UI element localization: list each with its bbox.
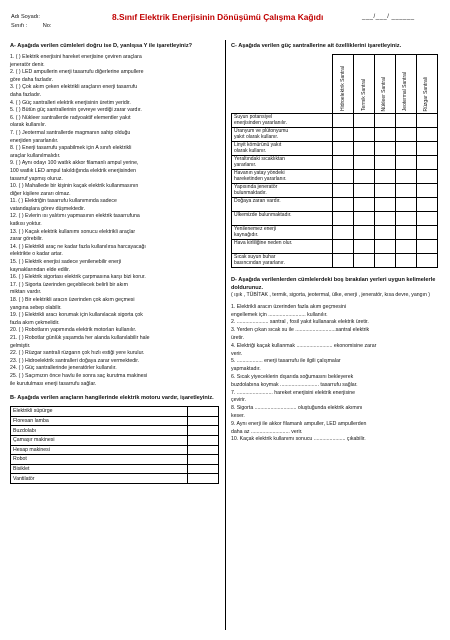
section-a-line: 19. ( ) Elektrikli aracı korumak için kullanılacak sigorta çok	[10, 312, 143, 319]
section-a-line: 6. ( ) Nükleer santrallerde radyoaktif elementler yakıt	[10, 114, 131, 121]
section-a-line: 4. ( ) Güç santralleri elektrik enerjisinin üretim yeridir.	[10, 99, 131, 106]
device-name: Elektrikli süpürge	[11, 407, 188, 417]
answer-cell[interactable]	[354, 170, 375, 184]
section-a-line: 8. ( ) Enerji tasarrufu yapabilmek için A sınıfı elektrikli	[10, 145, 132, 152]
answer-cell[interactable]	[417, 198, 438, 212]
section-d-line: 3. Yerden çıkan sıcak su ile ............................santral elektrik	[231, 327, 370, 334]
answer-cell[interactable]	[354, 212, 375, 226]
section-a-line: 11. ( ) Elektriğin tasarrufu kullanımında sadece	[10, 198, 117, 205]
section-a-line: yangına sebep olabilir.	[10, 304, 62, 311]
feature-line: Havanın yatay yöndeki	[234, 170, 285, 176]
answer-cell[interactable]	[375, 156, 396, 170]
section-a-line: 3. ( ) Çok akım çeken elektrikli araçların enerji tasarrufu	[10, 84, 138, 91]
section-d-line: 5. .................. enerji tasarrufu ile ilgili çalışmalar	[231, 358, 341, 365]
section-b-row	[11, 455, 219, 465]
device-name: Vantilatör	[11, 474, 188, 484]
answer-box[interactable]	[188, 426, 219, 436]
plant-feature	[232, 254, 333, 268]
section-a-line: 9. ( ) Aynı odayı 100 watlık akkor filamanlı ampul yerine,	[10, 160, 139, 167]
section-d-line: 7. ......................... hareket enerjisini elektrik enerjisine	[231, 389, 355, 396]
feature-line: Yenilenemez enerji	[234, 226, 277, 232]
answer-cell[interactable]	[417, 128, 438, 142]
section-a-line: olarak kullanılır.	[10, 122, 47, 129]
section-a-line: katkısı yoktur.	[10, 221, 42, 228]
section-a-line: vatandaşlara görev düşmektedir.	[10, 205, 85, 212]
feature-line: enerjisinden yararlanılır.	[234, 120, 288, 127]
name-label: Adı Soyadı:	[11, 14, 40, 20]
section-a-line: göre daha fazladır.	[10, 76, 53, 83]
plant-name: Hidroelektrik Santral	[339, 65, 346, 111]
section-c-row	[232, 114, 438, 128]
section-d-line: buzdolabına koymak ........................... tasarrufu sağlar.	[231, 381, 358, 388]
answer-cell[interactable]	[333, 240, 354, 254]
feature-line: Linyit kömürünü yakıt	[234, 142, 282, 148]
feature-line: hareketinden yararlanır.	[234, 176, 287, 183]
answer-cell[interactable]	[375, 128, 396, 142]
plant-name: Termik Santral	[360, 79, 367, 111]
section-b-row	[11, 426, 219, 436]
section-c-row	[232, 128, 438, 142]
plant-feature	[232, 212, 333, 226]
section-a-line: 13. ( ) Kaçak elektrik kullanımı sonucu elektrikli araçlar	[10, 228, 136, 235]
class-label: Sınıfı :	[11, 23, 28, 29]
section-d-line: 6. Sıcak yiyeceklerin dışarıda soğumasını bekleyerek	[231, 373, 354, 380]
answer-cell[interactable]	[375, 254, 396, 268]
answer-cell[interactable]	[333, 226, 354, 240]
answer-cell[interactable]	[396, 240, 417, 254]
feature-line: Hava kirliliğine neden olur.	[234, 240, 293, 246]
section-b-row	[11, 474, 219, 484]
section-a-line: 22. ( ) Rüzgar santrali rüzgarın çok hızlı estiği yere kurulur.	[10, 350, 145, 357]
answer-cell[interactable]	[375, 240, 396, 254]
answer-cell[interactable]	[333, 170, 354, 184]
section-b-row	[11, 445, 219, 455]
column-divider	[225, 40, 226, 630]
answer-cell[interactable]	[417, 114, 438, 128]
answer-cell[interactable]	[354, 114, 375, 128]
section-b-row	[11, 416, 219, 426]
answer-box[interactable]	[188, 435, 219, 445]
plant-column-header	[396, 55, 417, 114]
device-name: Buzdolabı	[11, 426, 188, 436]
section-a-line: fazla akım çekmelidir.	[10, 319, 60, 326]
answer-box[interactable]	[188, 474, 219, 484]
answer-cell[interactable]	[354, 240, 375, 254]
plant-feature	[232, 128, 333, 142]
plant-name: Nükleer Santral	[381, 76, 388, 111]
section-a-line: diğer kişilere zararı olmaz.	[10, 190, 71, 197]
section-c-row	[232, 198, 438, 212]
section-a-line: kaynaklarından elde edilir.	[10, 266, 70, 273]
answer-cell[interactable]	[375, 114, 396, 128]
section-b-row	[11, 407, 219, 417]
answer-cell[interactable]	[396, 114, 417, 128]
answer-cell[interactable]	[417, 212, 438, 226]
section-c-row	[232, 212, 438, 226]
section-a-line: 24. ( ) Güç santrallerinde jeneratörler kullanılır.	[10, 365, 117, 372]
section-a-line: 100 watlık LED ampul takıldığında elektrik enerjisinden	[10, 167, 137, 174]
section-b-row	[11, 464, 219, 474]
section-d-line: yapmaktadır.	[231, 366, 261, 373]
section-c-row	[232, 142, 438, 156]
section-a-title: A- Aşağıda verilen cümleleri doğru ise D, yanlışsa Y ile işaretleyiniz?	[10, 43, 193, 49]
section-d-line: 8. Sigorta ............................. oluştuğunda elektrik akımını	[231, 405, 363, 412]
feature-line: Yapısında jeneratör	[234, 184, 278, 190]
section-a-line: 7. ( ) Jeotermal santrallerde magmanın sahip olduğu	[10, 129, 131, 136]
section-d-line: engellemek için .......................... kullanılır.	[231, 311, 328, 318]
no-label: No:	[42, 23, 52, 29]
section-a-line: 20. ( ) Robotların yapımında elektrik motorları kullanılır.	[10, 327, 137, 334]
section-a-line: 2. ( ) LED ampullerin enerji tasarrufu diğerlerine ampullere	[10, 69, 144, 76]
feature-line: Doğaya zararı vardır.	[234, 198, 281, 204]
header-blank	[232, 55, 333, 114]
section-c-title: C- Aşağıda verilen güç santrallerine ait özelliklerini işaretleyiniz.	[231, 43, 402, 49]
answer-box[interactable]	[188, 416, 219, 426]
section-a-line: 1. ( ) Elektrik enerjisini hareket enerjisine çeviren araçlara	[10, 54, 142, 60]
plant-feature	[232, 198, 333, 212]
plant-column-header	[417, 55, 438, 114]
device-name: Çamaşır makinesi	[11, 435, 188, 445]
feature-line: bulunmaktadır.	[234, 190, 267, 197]
section-a-line: 18. ( ) Bir elektrikli aracın üzerinden çok akım geçmesi	[10, 297, 135, 303]
section-c-row	[232, 156, 438, 170]
answer-cell[interactable]	[333, 128, 354, 142]
section-a-line: 14. ( ) Elektrikli araç ne kadar fazla kullanılırsa harcayacağı	[10, 243, 146, 250]
section-c-table	[231, 54, 438, 268]
section-b-table	[10, 406, 219, 484]
answer-cell[interactable]	[396, 226, 417, 240]
plant-feature	[232, 142, 333, 156]
answer-cell[interactable]	[396, 170, 417, 184]
answer-cell[interactable]	[417, 254, 438, 268]
section-a-line: 5. ( ) Bütün güç santrallerinin çevreye verdiği zarar vardır.	[10, 107, 142, 114]
plant-name: Jeotermal Santral	[402, 71, 409, 111]
section-d-line: 2. ...................... santral , fosil yakıt kullanarak elektrik üretir.	[231, 319, 369, 326]
section-d-line: 9. Aynı enerji ile akkor filamanlı ampuller, LED ampullerden	[231, 420, 367, 427]
section-b-title: B- Aşağıda verilen araçların hangilerinde elektrik motoru vardır, işaretleyiniz.	[10, 395, 214, 402]
section-a-line: tasarruf yapmış oluruz.	[10, 175, 63, 182]
answer-cell[interactable]	[375, 198, 396, 212]
answer-box[interactable]	[188, 407, 219, 417]
answer-cell[interactable]	[375, 170, 396, 184]
answer-cell[interactable]	[333, 198, 354, 212]
section-d-line: verir.	[231, 350, 243, 357]
section-a-line: enerjiden yararlanılır.	[10, 137, 59, 144]
class-no-line	[11, 22, 51, 31]
answer-box[interactable]	[188, 455, 219, 465]
section-a-line: miktarı vardır.	[10, 289, 42, 296]
answer-cell[interactable]	[354, 142, 375, 156]
plant-column-header	[375, 55, 396, 114]
section-a-line: 23. ( ) Hidroelektrik santralleri doğaya zarar vermektedir.	[10, 357, 140, 364]
answer-cell[interactable]	[333, 254, 354, 268]
section-c-header-row	[232, 55, 438, 114]
section-a-line: 25. ( ) Saçımızın önce havlu ile sonra saç kurutma makinesi	[10, 372, 148, 379]
section-d-title: D- Aşağıda verilenlerden cümlelerdeki boş bırakılan yerleri uygun kelimelerle doldurunuz.	[231, 277, 436, 291]
section-c-row	[232, 254, 438, 268]
answer-cell[interactable]	[375, 142, 396, 156]
plant-feature	[232, 156, 333, 170]
answer-cell[interactable]	[417, 226, 438, 240]
section-a-line: zarar görebilir.	[10, 236, 43, 243]
feature-line: basıncından yararlanır.	[234, 260, 285, 267]
answer-cell[interactable]	[333, 142, 354, 156]
answer-cell[interactable]	[396, 254, 417, 268]
right-column	[231, 42, 443, 444]
section-a-line: ile kurutulması enerji tasarrufu sağlar.	[10, 380, 97, 387]
section-c-row	[232, 240, 438, 254]
plant-feature	[232, 226, 333, 240]
section-d-line: daha az ........................... verir.	[231, 428, 303, 435]
plant-column-header	[354, 55, 375, 114]
feature-line: kaynağıdır.	[234, 232, 259, 239]
plant-feature	[232, 240, 333, 254]
section-a-line: 16. ( ) Elektrik sigortası elektrik çarpmasına karşı bizi korur.	[10, 274, 146, 281]
section-d-items	[231, 304, 443, 444]
answer-cell[interactable]	[417, 156, 438, 170]
answer-cell[interactable]	[354, 156, 375, 170]
section-d-line: üretir.	[231, 334, 244, 341]
feature-line: Yeraltındaki sıcaklıktan	[234, 156, 285, 162]
feature-line: Sıcak suyun buhar	[234, 254, 276, 260]
section-d-line: keser.	[231, 412, 245, 419]
answer-cell[interactable]	[333, 156, 354, 170]
feature-line: yakıt olarak kullanır.	[234, 134, 279, 141]
section-a-line: 12. ( ) Evlerin ısı yalıtımı yapmasının elektrik tasarrufuna	[10, 213, 140, 220]
feature-line: Suyun potansiyel	[234, 114, 273, 120]
answer-box[interactable]	[188, 464, 219, 474]
answer-cell[interactable]	[417, 142, 438, 156]
answer-cell[interactable]	[417, 240, 438, 254]
page-title: 8.Sınıf Elektrik Enerjisinin Dönüşümü Çalışma Kağıdı	[112, 12, 324, 22]
section-d-line: 10. Kaçak elektrik kullanımı sonucu ...................... çıkabilir.	[231, 436, 366, 443]
section-a-line: 21. ( ) Robotlar günlük yaşamda her alanda kullanılabilir hale	[10, 334, 150, 341]
answer-cell[interactable]	[354, 128, 375, 142]
feature-line: Uranyum ve plütonyumu	[234, 128, 289, 134]
plant-feature	[232, 184, 333, 198]
feature-line: yararlanır.	[234, 162, 257, 169]
answer-cell[interactable]	[396, 156, 417, 170]
section-d-line: 4. Elektriği kaçak kullanmak ......................... ekonomisine zarar	[231, 342, 377, 349]
answer-cell[interactable]	[333, 184, 354, 198]
section-a-line: 15. ( ) Elektrik enerjisi sadece yenilenebilir enerji	[10, 259, 122, 266]
plant-name: Rüzgar Santrali	[423, 76, 430, 111]
section-d-line: çevirir.	[231, 397, 246, 404]
section-a-line: araçlar kullanılmalıdır.	[10, 152, 61, 159]
answer-cell[interactable]	[417, 170, 438, 184]
section-c-row	[232, 184, 438, 198]
section-d-line: 1. Elektrikli aracın üzerinden fazla akım geçmesini	[231, 303, 347, 310]
answer-cell[interactable]	[396, 198, 417, 212]
answer-cell[interactable]	[417, 184, 438, 198]
section-c-row	[232, 170, 438, 184]
section-a-line: 10. ( ) Mahallede bir kişinin kaçak elektrik kullanmasının	[10, 183, 139, 190]
answer-cell[interactable]	[375, 226, 396, 240]
answer-cell[interactable]	[375, 184, 396, 198]
plant-feature	[232, 114, 333, 128]
section-d-words: ( ışık , TÜBİTAK , termik, sigorta, jeotermal, ülke, enerji , jeneratör, kısa devre, yangın )	[231, 292, 431, 298]
date-field: ___/___/ ______	[362, 14, 415, 20]
device-name: Bisiklet	[11, 464, 188, 474]
feature-line: Ülkemizde bulunmaktadır.	[234, 212, 292, 218]
section-a-line: daha fazladır.	[10, 91, 42, 98]
device-name: Hesap makinesi	[11, 445, 188, 455]
answer-cell[interactable]	[396, 212, 417, 226]
section-c-row	[232, 226, 438, 240]
answer-cell[interactable]	[396, 128, 417, 142]
plant-column-header	[333, 55, 354, 114]
plant-feature	[232, 170, 333, 184]
answer-cell[interactable]	[375, 212, 396, 226]
device-name: Robot	[11, 455, 188, 465]
section-a-line: 17. ( ) Sigorta üzerinden geçebilecek belirli bir akım	[10, 281, 128, 288]
answer-cell[interactable]	[333, 212, 354, 226]
answer-cell[interactable]	[354, 184, 375, 198]
section-a-line: elektrikte o kadar artar.	[10, 251, 63, 258]
section-b-row	[11, 435, 219, 445]
section-a-line: jeneratör denir.	[10, 61, 45, 68]
section-a-items	[10, 54, 220, 388]
section-a-line: gelmiştir.	[10, 342, 31, 349]
student-info	[11, 13, 51, 31]
left-column	[10, 42, 220, 484]
answer-cell[interactable]	[354, 254, 375, 268]
feature-line: olarak kullanır.	[234, 148, 267, 155]
answer-box[interactable]	[188, 445, 219, 455]
answer-cell[interactable]	[354, 226, 375, 240]
device-name: Floresan lamba	[11, 416, 188, 426]
answer-cell[interactable]	[396, 142, 417, 156]
answer-cell[interactable]	[333, 114, 354, 128]
answer-cell[interactable]	[354, 198, 375, 212]
answer-cell[interactable]	[396, 184, 417, 198]
